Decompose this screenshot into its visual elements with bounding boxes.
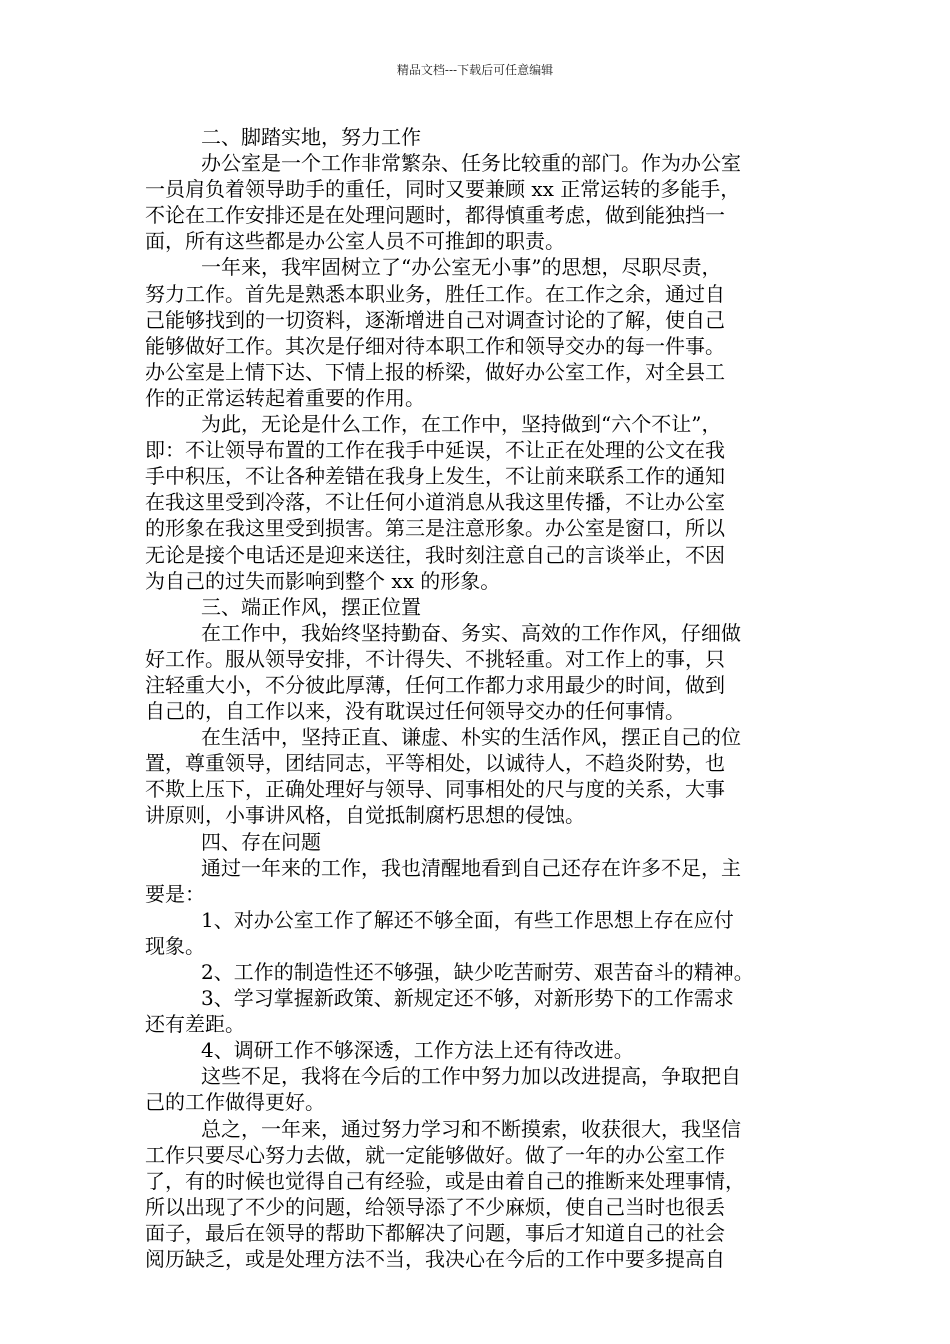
text-line: 4、调研工作不够深透，工作方法上还有待改进。: [201, 1038, 634, 1063]
text-line: 3、学习掌握新政策、新规定还不够，对新形势下的工作需求: [201, 986, 734, 1011]
text-line: 2、工作的制造性还不够强，缺少吃苦耐劳、艰苦奋斗的精神。: [201, 960, 754, 984]
text-line: 在生活中，坚持正直、谦虚、朴实的生活作风，摆正自己的位: [201, 725, 741, 750]
text-line: 1、对办公室工作了解还不够全面，有些工作思想上存在应付: [201, 907, 734, 932]
text-line: 作的正常运转起着重要的作用。: [145, 385, 425, 410]
text-line: 面，所有这些都是办公室人员不可推卸的职责。: [145, 229, 565, 254]
text-line: 现象。: [145, 933, 205, 958]
text-line: 讲原则，小事讲风格，自觉抵制腐朽思想的侵蚀。: [145, 803, 585, 828]
text-line: 能够做好工作。其次是仔细对待本职工作和领导交办的每一件事。: [145, 333, 725, 358]
text-line: 为自己的过失而影响到整个 xx 的形象。: [145, 568, 501, 593]
text-line: 不欺上压下，正确处理好与领导、同事相处的尺与度的关系，大事: [145, 777, 725, 802]
text-line: 在我这里受到冷落，不让任何小道消息从我这里传播，不让办公室: [145, 490, 725, 515]
text-line: 注轻重大小，不分彼此厚薄，任何工作都力求用最少的时间，做到: [145, 672, 725, 697]
text-line: 办公室是一个工作非常繁杂、任务比较重的部门。作为办公室: [201, 151, 741, 176]
text-line: 通过一年来的工作，我也清醒地看到自己还存在许多不足，主: [201, 855, 741, 880]
text-line: 即：不让领导布置的工作在我手中延误，不让正在处理的公文在我: [145, 438, 725, 463]
text-line: 手中积压，不让各种差错在我身上发生，不让前来联系工作的通知: [145, 464, 725, 489]
text-line: 总之，一年来，通过努力学习和不断摸索，收获很大，我坚信: [201, 1116, 741, 1141]
text-line: 己能够找到的一切资料，逐渐增进自己对调查讨论的了解，使自己: [145, 307, 725, 332]
text-line: 要是：: [145, 881, 205, 906]
text-line: 阅历缺乏，或是处理方法不当，我决心在今后的工作中要多提高自: [145, 1247, 725, 1272]
text-line: 不论在工作安排还是在处理问题时，都得慎重考虑，做到能独挡一: [145, 203, 725, 228]
text-line: 了，有的时候也觉得自己有经验，或是由着自己的推断来处理事情，: [145, 1168, 745, 1193]
text-line: 的形象在我这里受到损害。第三是注意形象。办公室是窗口，所以: [145, 516, 725, 541]
text-line: 三、端正作风，摆正位置: [201, 594, 421, 619]
text-line: 努力工作。首先是熟悉本职业务，胜任工作。在工作之余，通过自: [145, 281, 725, 306]
document-body: [145, 124, 810, 1272]
text-line: 面子，最后在领导的帮助下都解决了问题，事后才知道自己的社会: [145, 1220, 725, 1245]
text-line: 置，尊重领导，团结同志，平等相处，以诚待人，不趋炎附势，也: [145, 751, 725, 776]
text-line: 在工作中，我始终坚持勤奋、务实、高效的工作作风，仔细做: [201, 620, 741, 645]
text-line: 工作只要尽心努力去做，就一定能够做好。做了一年的办公室工作: [145, 1142, 725, 1167]
text-line: 四、存在问题: [201, 829, 321, 854]
text-line: 一员肩负着领导助手的重任，同时又要兼顾 xx 正常运转的多能手，: [145, 177, 741, 202]
text-line: 一年来，我牢固树立了“办公室无小事”的思想，尽职尽责，: [201, 255, 722, 280]
text-line: 二、脚踏实地，努力工作: [201, 125, 421, 149]
text-line: 所以出现了不少的问题，给领导添了不少麻烦，使自己当时也很丢: [145, 1194, 725, 1219]
text-line: 为此，无论是什么工作，在工作中，坚持做到“六个不让”，: [201, 412, 722, 437]
page-header: 精品文档---下载后可任意编辑: [396, 63, 554, 77]
text-line: 己的工作做得更好。: [145, 1090, 325, 1115]
text-line: 好工作。服从领导安排，不计得失、不挑轻重。对工作上的事，只: [145, 646, 725, 671]
text-line: 办公室是上情下达、下情上报的桥梁，做好办公室工作，对全县工: [145, 359, 725, 384]
text-line: 还有差距。: [145, 1012, 245, 1037]
text-line: 这些不足，我将在今后的工作中努力加以改进提高，争取把自: [201, 1064, 741, 1089]
text-line: 自己的，自工作以来，没有耽误过任何领导交办的任何事情。: [145, 699, 685, 724]
text-line: 无论是接个电话还是迎来送往，我时刻注意自己的言谈举止，不因: [145, 542, 725, 567]
